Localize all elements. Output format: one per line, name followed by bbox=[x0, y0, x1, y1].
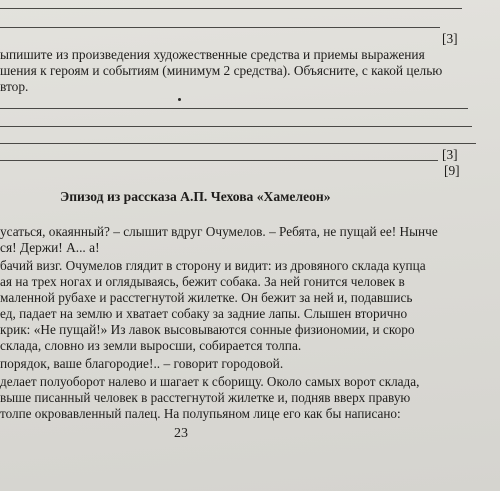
answer-line bbox=[0, 108, 468, 109]
task-line: ыпишите из произведения художественные средства и приемы выражения bbox=[0, 47, 425, 62]
episode-line: выше писанный человек в расстегнутой жилетке и, подняв вверх правую bbox=[0, 390, 411, 405]
answer-line bbox=[0, 27, 440, 28]
total-score-mark: [9] bbox=[444, 163, 460, 178]
task-line: втор. bbox=[0, 79, 29, 94]
episode-line: ед, падает на землю и хватает собаку за задние лапы. Слышен вторично bbox=[0, 306, 408, 321]
ink-dot bbox=[178, 98, 181, 101]
episode-line: ся! Держи! А... а! bbox=[0, 240, 100, 255]
answer-line bbox=[0, 143, 476, 144]
answer-line bbox=[0, 160, 438, 161]
episode-line: крик: «Не пущай!» Из лавок высовываются сонные физиономии, и скоро bbox=[0, 322, 415, 337]
episode-line: усаться, окаянный? – слышит вдруг Очумелов. – Ребята, не пущай ее! Нынче bbox=[0, 224, 438, 239]
episode-line: склада, словно из земли выросши, собирается толпа. bbox=[0, 338, 302, 353]
score-mark: [3] bbox=[442, 31, 458, 46]
episode-line: бачий визг. Очумелов глядит в сторону и видит: из дровяного склада купца bbox=[0, 258, 426, 273]
task-line: шения к героям и событиям (минимум 2 средства). Объясните, с какой целью bbox=[0, 63, 443, 78]
episode-line: ая на трех ногах и оглядываясь, бежит собака. За ней гонится человек в bbox=[0, 274, 405, 289]
episode-line: толпе окровавленный палец. На полупьяном лице его как бы написано: bbox=[0, 406, 401, 421]
answer-line bbox=[0, 8, 462, 9]
score-mark: [3] bbox=[442, 147, 458, 162]
episode-title: Эпизод из рассказа А.П. Чехова «Хамелеон» bbox=[60, 189, 331, 204]
answer-line bbox=[0, 126, 472, 127]
episode-line: порядок, ваше благородие!.. – говорит городовой. bbox=[0, 356, 284, 371]
page-number: 23 bbox=[174, 426, 188, 441]
episode-line: делает полуоборот налево и шагает к сборищу. Около самых ворот склада, bbox=[0, 374, 420, 389]
episode-line: маленной рубахе и расстегнутой жилетке. Он бежит за ней и, подавшись bbox=[0, 290, 413, 305]
